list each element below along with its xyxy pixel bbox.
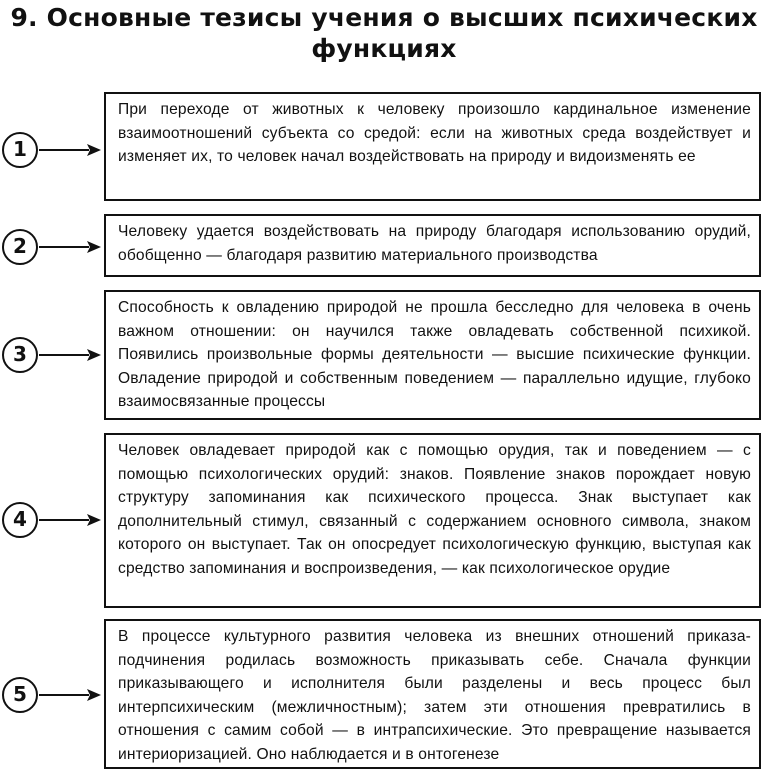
thesis-box: [104, 433, 761, 608]
thesis-box: [104, 290, 761, 420]
thesis-text: Человек овладевает природой как с помощью орудия, так и поведением — с помощью психологических орудий: знаков. Появление знаков порождает новую структуру запоминания как психического процесса. Знак выступает как дополнительный стимул, связанный с содержанием основного символа, знаком которого он выступает. Так он опосредует психологическую функцию, выступая как средство запоминания и воспроизведения, — как психологическое орудие: [118, 442, 751, 577]
arrow-right-icon: [39, 687, 101, 703]
thesis-number-badge: 4: [2, 502, 38, 538]
thesis-number-badge: 2: [2, 229, 38, 265]
thesis-number-badge: 5: [2, 677, 38, 713]
thesis-text: В процессе культурного развития человека из внешних отношений приказа-подчинения родилась возможность приказывать себе. Сначала функции приказывающего и исполнителя были разделены и весь процесс был интерпсихическим (межличностным); затем эти отношения превратились в отношения с самим собой — в интрапсихические. Это превращение называется интериоризацией. Оно наблюдается и в онтогенезе: [118, 628, 751, 763]
thesis-box: [104, 214, 761, 277]
page-title: [0, 2, 768, 64]
thesis-text: При переходе от животных к человеку произошло кардинальное изменение взаимоотношений субъекта со средой: если на животных среда воздействует и изменяет их, то человек начал воздействовать на природу и видоизменять ее: [118, 101, 751, 165]
thesis-box: [104, 92, 761, 201]
thesis-text: Человеку удается воздействовать на природу благодаря использованию орудий, обобщенно — благодаря развитию материального производства: [118, 223, 751, 264]
thesis-number-badge: 3: [2, 337, 38, 373]
arrow-right-icon: [39, 142, 101, 158]
thesis-text: Способность к овладению природой не прошла бесследно для человека в очень важном отношении: он научился также овладевать собственной психикой. Появились произвольные формы деятельности — высшие психические функции. Овладение природой и собственным поведением — параллельно идущие, глубоко взаимосвязанные процессы: [118, 299, 751, 410]
arrow-right-icon: [39, 239, 101, 255]
page-title-line-1: 9. Основные тезисы учения о высших психических: [10, 3, 758, 32]
arrow-right-icon: [39, 512, 101, 528]
thesis-number-badge: 1: [2, 132, 38, 168]
page-title-line-2: функциях: [311, 34, 457, 63]
arrow-right-icon: [39, 347, 101, 363]
thesis-box: [104, 619, 761, 769]
